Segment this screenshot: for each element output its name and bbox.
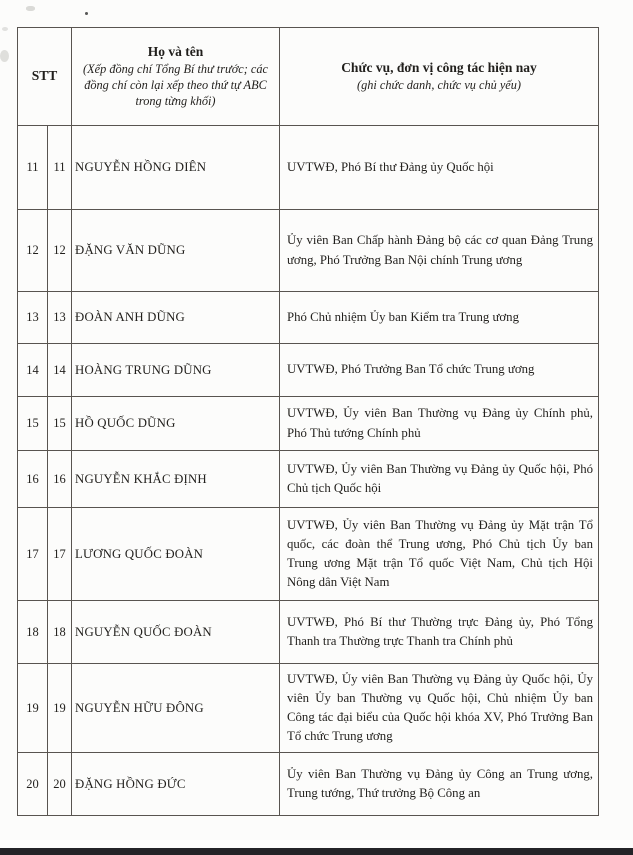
table-row: [18, 451, 599, 508]
stt-cell: 11: [48, 126, 72, 210]
header-stt: [18, 28, 72, 126]
position-cell: UVTWĐ, Phó Trưởng Ban Tổ chức Trung ương: [280, 344, 599, 397]
header-name: [72, 28, 280, 126]
position-cell: Ủy viên Ban Chấp hành Đảng bộ các cơ quan Đảng Trung ương, Phó Trưởng Ban Nội chính Trung ương: [280, 210, 599, 292]
stt-cell: 13: [18, 292, 48, 344]
name-cell: LƯƠNG QUỐC ĐOÀN: [72, 508, 280, 601]
bottom-scan-bar: [0, 848, 633, 855]
stt-cell: 19: [48, 664, 72, 753]
name-cell: HOÀNG TRUNG DŨNG: [72, 344, 280, 397]
position-cell: UVTWĐ, Ủy viên Ban Thường vụ Đảng ủy Chính phủ, Phó Thủ tướng Chính phủ: [280, 397, 599, 451]
stt-cell: 15: [18, 397, 48, 451]
stt-cell: 15: [48, 397, 72, 451]
header-name-title: Họ và tên: [147, 43, 204, 59]
stt-cell: 12: [48, 210, 72, 292]
header-stt-label: STT: [31, 68, 58, 84]
table-row: [18, 126, 599, 210]
stt-cell: 14: [18, 344, 48, 397]
table-row: [18, 292, 599, 344]
table-row: [18, 210, 599, 292]
stt-cell: 20: [48, 753, 72, 816]
scan-speck: [2, 27, 8, 31]
scan-speck: [85, 12, 88, 15]
header-name-subtitle: (Xếp đồng chí Tổng Bí thư trước; các đồng chí còn lại xếp theo thứ tự ABC trong từng khối): [83, 62, 268, 109]
name-cell: ĐOÀN ANH DŨNG: [72, 292, 280, 344]
position-cell: UVTWĐ, Ủy viên Ban Thường vụ Đảng ủy Quốc hội, Phó Chủ tịch Quốc hội: [280, 451, 599, 508]
stt-cell: 17: [48, 508, 72, 601]
stt-cell: 20: [18, 753, 48, 816]
header-position-subtitle: (ghi chức danh, chức vụ chủ yếu): [357, 78, 521, 93]
position-cell: UVTWĐ, Phó Bí thư Đảng ủy Quốc hội: [280, 126, 599, 210]
position-cell: UVTWĐ, Ủy viên Ban Thường vụ Đảng ủy Quốc hội, Ủy viên Ủy ban Thường vụ Quốc hội, Chủ nhiệm Ủy ban Công tác đại biểu của Quốc hội khóa XV, Phó Trưởng Ban Tổ chức Trung ương: [280, 664, 599, 753]
position-cell: Ủy viên Ban Thường vụ Đảng ủy Công an Trung ương, Trung tướng, Thứ trưởng Bộ Công an: [280, 753, 599, 816]
table-row: [18, 601, 599, 664]
position-cell: UVTWĐ, Phó Bí thư Thường trực Đảng ủy, Phó Tổng Thanh tra Thường trực Thanh tra Chính phủ: [280, 601, 599, 664]
table-row: [18, 753, 599, 816]
name-cell: NGUYỄN HỒNG DIÊN: [72, 126, 280, 210]
table-body: [18, 126, 599, 816]
name-cell: ĐẶNG VĂN DŨNG: [72, 210, 280, 292]
stt-cell: 18: [18, 601, 48, 664]
table-row: [18, 508, 599, 601]
position-cell: UVTWĐ, Ủy viên Ban Thường vụ Đảng ủy Mặt trận Tổ quốc, các đoàn thể Trung ương, Phó Chủ tịch Ủy ban Trung ương Mặt trận Tổ quốc Việt Nam, Chủ tịch Hội Nông dân Việt Nam: [280, 508, 599, 601]
name-cell: ĐẶNG HỒNG ĐỨC: [72, 753, 280, 816]
stt-cell: 12: [18, 210, 48, 292]
scan-speck: [0, 50, 9, 62]
header-position-title: Chức vụ, đơn vị công tác hiện nay: [341, 59, 537, 75]
stt-cell: 14: [48, 344, 72, 397]
table-row: [18, 397, 599, 451]
table-row: [18, 664, 599, 753]
scan-speck: [26, 6, 35, 11]
position-cell: Phó Chủ nhiệm Ủy ban Kiểm tra Trung ương: [280, 292, 599, 344]
stt-cell: 17: [18, 508, 48, 601]
name-cell: NGUYỄN QUỐC ĐOÀN: [72, 601, 280, 664]
table-row: [18, 344, 599, 397]
header-row: [18, 28, 599, 126]
stt-cell: 19: [18, 664, 48, 753]
stt-cell: 11: [18, 126, 48, 210]
name-cell: NGUYỄN HỮU ĐÔNG: [72, 664, 280, 753]
stt-cell: 18: [48, 601, 72, 664]
personnel-table: [17, 27, 599, 816]
stt-cell: 13: [48, 292, 72, 344]
name-cell: NGUYỄN KHẮC ĐỊNH: [72, 451, 280, 508]
stt-cell: 16: [18, 451, 48, 508]
header-position: [280, 28, 599, 126]
name-cell: HỒ QUỐC DŨNG: [72, 397, 280, 451]
stt-cell: 16: [48, 451, 72, 508]
